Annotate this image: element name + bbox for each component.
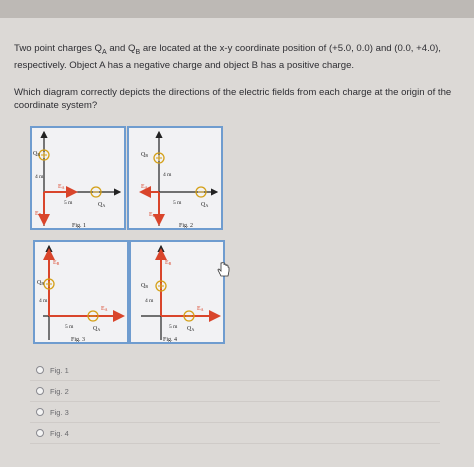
- radio-button[interactable]: [36, 429, 44, 437]
- svg-text:EB: EB: [165, 260, 172, 266]
- option-fig-3[interactable]: [30, 402, 440, 423]
- svg-text:5 m: 5 m: [65, 324, 74, 330]
- answer-options: [30, 360, 440, 444]
- svg-text:QA: QA: [187, 326, 195, 332]
- svg-text:5 m: 5 m: [173, 200, 182, 206]
- svg-text:4 m: 4 m: [35, 174, 44, 180]
- svg-text:4 m: 4 m: [163, 172, 172, 178]
- figure-caption: Fig. 2: [179, 223, 194, 228]
- top-strip: [0, 0, 474, 18]
- radio-button[interactable]: [36, 387, 44, 395]
- option-label: Fig. 3: [50, 407, 69, 417]
- svg-text:QB: QB: [33, 151, 41, 157]
- figure-2: [127, 126, 223, 230]
- svg-text:4 m: 4 m: [145, 298, 154, 304]
- svg-text:QA: QA: [201, 202, 209, 208]
- figure-4: [129, 240, 225, 344]
- svg-text:EA: EA: [141, 184, 148, 190]
- svg-text:EA: EA: [197, 306, 204, 312]
- option-fig-2[interactable]: [30, 381, 440, 402]
- question-prompt: Which diagram correctly depicts the directions of the electric fields from each charge at the origin of the coordinate system?: [14, 87, 452, 111]
- option-fig-4[interactable]: [30, 423, 440, 444]
- figure-caption: Fig. 4: [163, 337, 178, 342]
- figure-caption: Fig. 3: [71, 337, 86, 342]
- svg-text:QB: QB: [37, 280, 45, 286]
- question-text: Two point charges $Q_A$ and $Q_B$ are located at the x-y coordinate position of (+5.0, 0.0) and (0.0, +4.0), respectively. Object A has a negative charge and object B has a positive charge.: [14, 43, 441, 71]
- svg-text:EA: EA: [101, 306, 108, 312]
- radio-button[interactable]: [36, 408, 44, 416]
- svg-text:EA: EA: [58, 184, 65, 190]
- svg-text:EB: EB: [149, 212, 156, 218]
- hand-cursor-icon: [217, 262, 231, 278]
- option-label: Fig. 4: [50, 428, 69, 438]
- option-label: Fig. 1: [50, 365, 69, 375]
- figure-1: [30, 126, 126, 230]
- svg-text:EB: EB: [53, 260, 60, 266]
- svg-text:QA: QA: [98, 202, 106, 208]
- svg-text:QA: QA: [93, 326, 101, 332]
- svg-text:QB: QB: [141, 152, 149, 158]
- svg-text:QB: QB: [141, 283, 149, 289]
- svg-text:5 m: 5 m: [64, 200, 73, 206]
- figure-caption: Fig. 1: [72, 223, 87, 228]
- figure-3: [33, 240, 129, 344]
- svg-text:5 m: 5 m: [169, 324, 178, 330]
- svg-text:EB: EB: [35, 211, 42, 217]
- radio-button[interactable]: [36, 366, 44, 374]
- svg-text:4 m: 4 m: [39, 298, 48, 304]
- option-label: Fig. 2: [50, 386, 69, 396]
- option-fig-1[interactable]: [30, 360, 440, 381]
